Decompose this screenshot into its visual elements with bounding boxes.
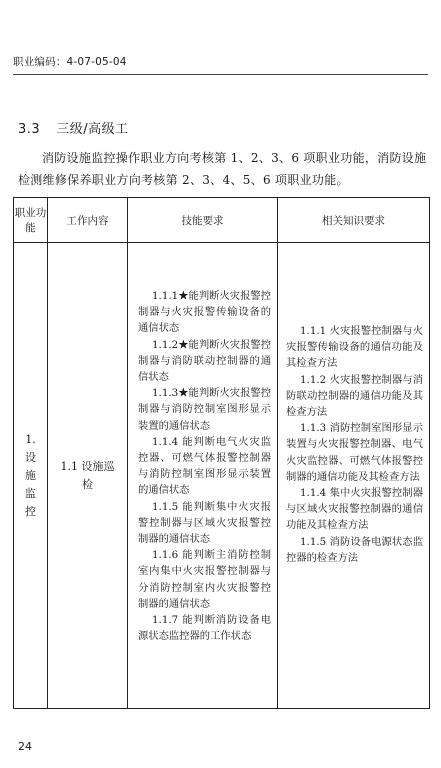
function-name: 设施监控: [25, 450, 36, 518]
skill-item: 1.1.3★能判断火灾报警控制器与消防控制室图形显示装置的通信状态: [138, 387, 271, 432]
table-row: [14, 243, 430, 709]
skills-table: [13, 197, 430, 709]
knowledge-item: 1.1.4 集中火灾报警控制器与区域火灾报警控制器的通信功能及其检查方法: [286, 487, 423, 532]
work-content: 1.1 设施巡检: [60, 459, 115, 491]
skills-cell: [128, 243, 278, 709]
function-number: 1.: [25, 432, 36, 446]
knowledge-item: 1.1.3 消防控制室图形显示装置与火灾报警控制器、电气火灾监控器、可燃气体报警控制器的通信功能及其检查方法: [286, 422, 423, 483]
header-knowledge: 相关知识要求: [278, 198, 430, 243]
knowledge-item: 1.1.5 消防设备电源状态监控器的检查方法: [286, 535, 423, 564]
knowledge-item: 1.1.1 火灾报警控制器与火灾报警传输设备的通信功能及其检查方法: [286, 325, 423, 370]
skill-item: 1.1.1★能判断火灾报警控制器与火灾报警传输设备的通信状态: [138, 290, 271, 335]
section-title: 三级/高级工: [56, 122, 129, 137]
skill-item: 1.1.7 能判断消防设备电源状态监控器的工作状态: [138, 614, 271, 643]
content-cell: [48, 243, 128, 709]
section-intro: 消防设施监控操作职业方向考核第 1、2、3、6 项职业功能，消防设施检测维修保养职业方向考核第 2、3、4、5、6 项职业功能。: [18, 151, 427, 187]
knowledge-item: 1.1.2 火灾报警控制器与消防联动控制器的通信功能及其检查方法: [286, 373, 423, 419]
header-skills: 技能要求: [128, 198, 278, 243]
section-heading: [18, 118, 129, 137]
function-cell: [14, 243, 48, 709]
page-number: 24: [18, 740, 32, 753]
table-header-row: [14, 198, 430, 243]
skill-item: 1.1.4 能判断电气火灾监控器、可燃气体报警控制器与消防控制室图形显示装置的通信状态: [138, 435, 271, 497]
knowledge-cell: [278, 243, 430, 709]
skill-item: 1.1.2★能判断火灾报警控制器与消防联动控制器的通信状态: [138, 338, 271, 384]
section-number: 3.3: [18, 122, 41, 137]
header-function: 职业功能: [14, 198, 48, 243]
header-content: 工作内容: [48, 198, 128, 243]
skill-item: 1.1.5 能判断集中火灾报警控制器与区域火灾报警控制器的通信状态: [138, 500, 271, 546]
occupation-code: 职业编码：4-07-05-04: [13, 56, 127, 68]
skill-item: 1.1.6 能判断主消防控制室内集中火灾报警控制器与分消防控制室内火灾报警控制器的通信状态: [138, 549, 271, 610]
header-rule: [13, 74, 428, 75]
